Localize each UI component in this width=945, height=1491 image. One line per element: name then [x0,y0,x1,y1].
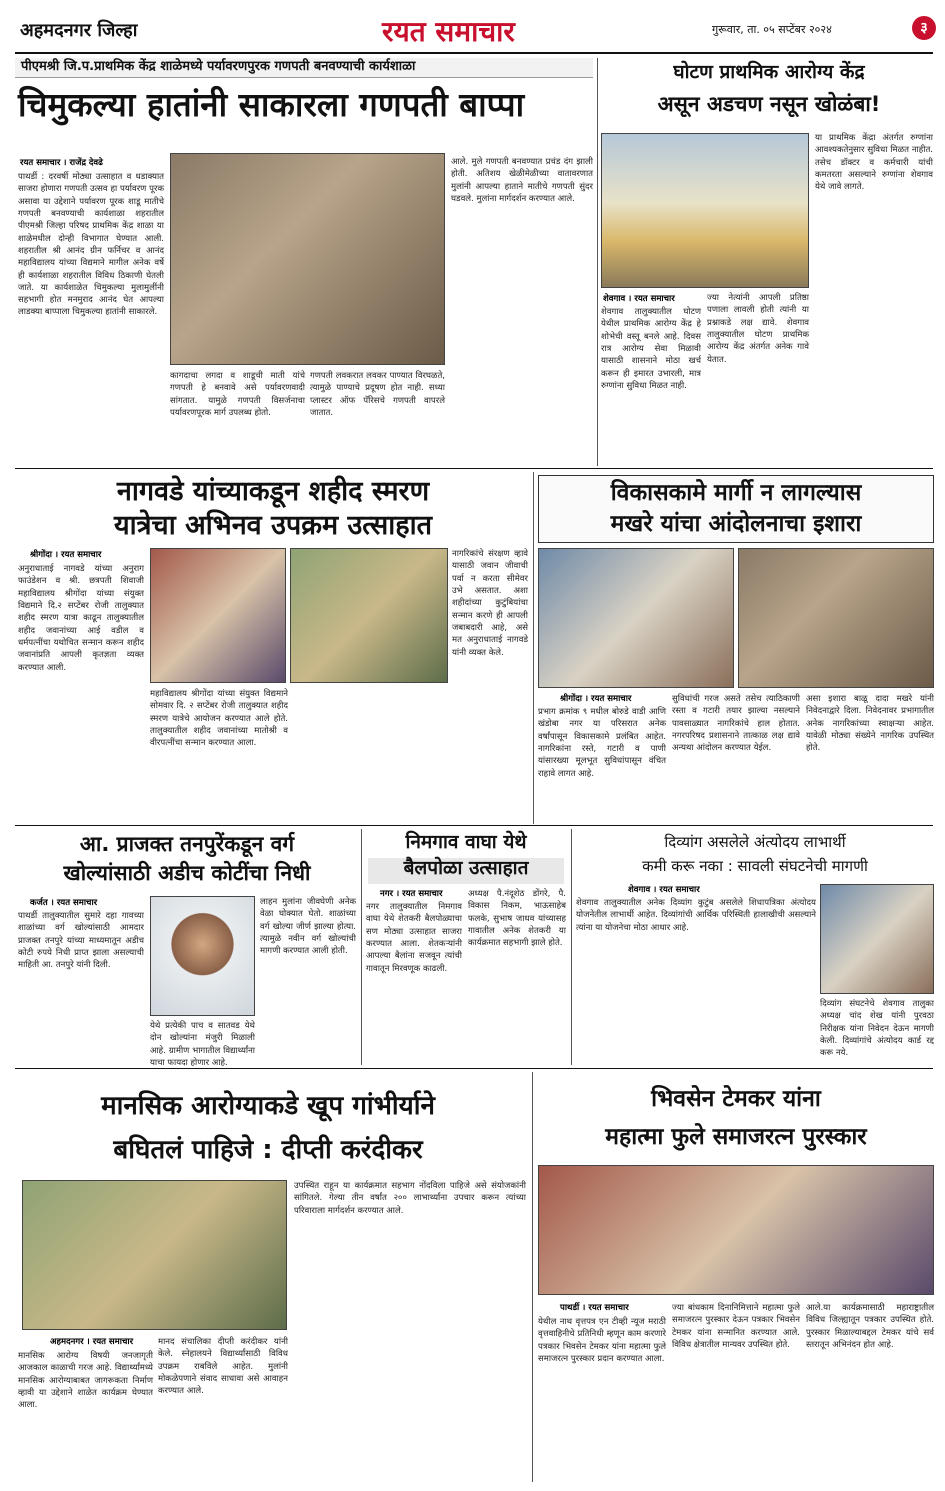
column-divider [571,829,572,1065]
story1-byline: रयत समाचार । राजेंद्र देवढे [20,158,103,168]
story5-headline-line2: खोल्यांसाठी अडीच कोटींचा निधी [63,861,311,885]
story1-column-2: कागदाचा लगदा व शाडूची माती यांचे गणपती हे बनवावे असे पर्यावरणवादी सांगतात. यामुळे गणपती विसर्जनाचा पर्यावरणपूरक मार्ग उपलब्ध होतो. [170,371,305,418]
story4-photo-2 [738,548,934,688]
story9-column-3: आले.या कार्यक्रमासाठी महाराष्ट्रातील विविध जिल्ह्यातून पत्रकार उपस्थित होते. पुरस्कार मिळाल्याबद्दल टेमकर यांचे सर्व स्तरातून अभिनंदन होत आहे. [806,1303,934,1350]
story4-column-1: प्रभाग क्रमांक ९ मधील बोरुडे वाडी आणि खंडोबा नगर या परिसरात अनेक वर्षांपासून विकासकामे प्रलंबित आहेत. नागरिकांना रस्ते, गटारी व पाणी यांसारख्या मूलभूत सुविधांपासून वंचित राहावे लागत आहे. [538,707,666,779]
story6-column-1: नगर तालुक्यातील निमगाव वाघा येथे शेतकरी बैलपोळ्याचा सण मोठ्या उत्साहात साजरा करण्यात आला. शेतकऱ्यांनी आपल्या बैलांना सजवून त्यांची गावातून मिरवणूक काढली. [366,902,462,974]
story7-column-2: दिव्यांग संघटनेचे शेवगाव तालुका अध्यक्ष चांद शेख यांनी पुरवठा निरीक्षक यांना निवेदन देऊन मागणी केली. दिव्यांगांचे अंत्योदय कार्ड रद्द करू नये. [820,999,934,1059]
column-divider [361,829,362,1065]
story5-photo-mla-portrait [150,896,255,1016]
story7-byline: शेवगाव । रयत समाचार [628,885,700,895]
story4-headline-line1: विकासकामे मार्गी न लागल्यास [610,480,862,506]
story1-photo-workshop [170,153,445,365]
story8-byline: अहमदनगर । रयत समाचार [50,1337,134,1347]
story2-byline: शेवगाव । रयत समाचार [603,294,675,304]
story1-column-4: आले. मुले गणपती बनवण्यात प्रचंड दंग झाली होती. अतिशय खेळीमेळीच्या वातावरणात मुलांनी आपल्या हाताने मातीचे गणपती सुंदर घडवले. मुलांना मार्गदर्शन करण्यात आले. [451,157,593,204]
story8-headline-line1: मानसिक आरोग्याकडे खूप गांभीर्याने [101,1091,435,1121]
story5-byline: कर्जत । रयत समाचार [30,898,98,908]
story1-headline: चिमुकल्या हातांनी साकारला गणपती बाप्पा [18,85,525,124]
story4-photo-1 [538,548,734,688]
section-rule [15,468,933,469]
column-divider [533,472,534,824]
story6-headline-line2: बैलपोळा उत्साहात [403,857,529,879]
story6-column-2: अध्यक्ष पै.नंदूशेठ डोंगरे, पै. विकास निकम, भाऊसाहेब फलके, सुभाष जाधव यांच्यासह गावातील अनेक शेतकरी या कार्यक्रमात सहभागी झाले होते. [468,889,566,949]
story3-headline-line2: यात्रेचा अभिनव उपक्रम उत्साहात [114,510,432,541]
story9-column-2: ज्या बांधकाम दिनानिमित्ताने महात्मा फुले समाजरत्न पुरस्कार देऊन पत्रकार भिवसेन टेमकर यांना सन्मानित करण्यात आले. विविध क्षेत्रातील मान्यवर उपस्थित होते. [672,1303,800,1350]
story1-kicker: पीएमश्री जि.प.प्राथमिक केंद्र शाळेमध्ये पर्यावरणपुरक गणपती बनवण्याची कार्यशाळा [21,59,416,74]
story7-headline-line2: कमी करू नका : सावली संघटनेची मागणी [642,857,868,875]
section-label: अहमदनगर जिल्हा [20,20,138,41]
story4-column-3: असा इशारा बाळू दादा मखरे यांनी निवेदनाद्वारे दिला. निवेदनावर प्रभागातील अनेक नागरिकांच्या स्वाक्षऱ्या आहेत. यावेळी मोठ्या संख्येने नागरिक उपस्थित होते. [806,694,934,754]
story6-headline-line1: निमगाव वाघा येथे [405,831,527,853]
header-rule [15,52,933,54]
story4-headline-line2: मखरे यांचा आंदोलनाचा इशारा [610,511,862,537]
column-divider [532,1072,533,1482]
story8-photo-school-event [22,1180,287,1330]
story1-kicker-bar [15,58,593,78]
story3-column-1: अनुराधाताई नागवडे यांच्या अनुराग फाउंडेशन व श्री. छत्रपती शिवाजी महाविद्यालय श्रीगोंदा यांच्या संयुक्त विद्यमाने दि.२ सप्टेंबर रोजी तालुक्यात शहीद स्मरण यात्रा काढून तालुक्यातील शहीद जवानांच्या आई वडील व धर्मपत्नींचा यथोचित सन्मान करून शहीद जवानांप्रति आपली कृतज्ञता व्यक्त करण्यात आली. [18,564,144,673]
story5-column-2: येथे प्रत्येकी पाच व सातवड येथे दोन खोल्यांना मंजुरी मिळाली आहे. ग्रामीण भागातील विद्यार्थ्यांना याचा फायदा होणार आहे. [150,1021,255,1068]
story9-column-1: येथील नाथ वृत्तपत्र एन टीव्ही न्यूज मराठी वृत्तवाहिनीचे प्रतिनिधी म्हणून काम करणारे पत्रकार भिवसेन टेमकर यांना महात्मा फुले समाजरत्न पुरस्कार प्रदान करण्यात आला. [538,1317,666,1364]
section-rule [15,1068,933,1069]
section-rule [15,825,933,826]
story2-column-1: शेवगाव तालुक्यातील घोटण येथील प्राथमिक आरोग्य केंद्र हे शोभेची वस्तू बनले आहे. दिवस रात्र आरोग्य सेवा मिळावी यासाठी शासनाने मोठा खर्च करून ही इमारत उभारली, मात्र रुग्णांना सुविधा मिळत नाही. [601,307,701,391]
story6-byline: नगर । रयत समाचार [380,889,443,899]
story5-column-3: लाहन मुलांना जीवघेणी अनेक वेळा घोक्यात घेतो. शाळांच्या वर्ग खोल्या जीर्ण झाल्या होत्या. त्यामुळे नवीन वर्ग खोल्यांची मागणी करण्यात आली होती. [260,897,356,957]
issue-date: गुरूवार, ता. ०५ सप्टेंबर २०२४ [712,23,832,36]
column-divider [597,58,598,466]
story9-byline: पाथर्डी । रयत समाचार [560,1303,629,1313]
story2-headline-line2: असून अडचण नसून खोळंबा! [657,92,881,116]
story7-column-1: शेवगाव तालुक्यातील अनेक दिव्यांग कुटुंब असलेले शिधापत्रिका अंत्योदय योजनेतील लाभार्थी आहेत. दिव्यांगांची आर्थिक परिस्थिती हालाखीची असल्याने त्यांना या योजनेचा मोठा आधार आहे. [576,898,816,933]
story2-column-2: ज्या नेत्यांनी आपली प्रतिष्ठा पणाला लावली होती त्यांनी या प्रश्नाकडे लक्ष द्यावे. शेवगाव तालुक्यातील घोटण प्राथमिक आरोग्य केंद्र अंतर्गत अनेक गावे येतात. [707,293,809,365]
story7-headline-line1: दिव्यांग असलेले अंत्योदय लाभार्थी [664,833,846,851]
story9-headline-line1: भिवसेन टेमकर यांना [651,1086,821,1112]
story3-headline-line1: नागवडे यांच्याकडून शहीद स्मरण [116,476,430,507]
story3-photo-1 [150,548,286,683]
story5-column-1: पाथर्डी तालुक्यातील सुमारे दहा गावच्या शाळांच्या वर्ग खोल्यांसाठी आमदार प्राजक्त तनपुरे यांच्या माध्यमातून अडीच कोटी रुपये निधी प्राप्त झाला असल्याची माहिती आ. तनपुरे यांनी दिली. [18,911,144,971]
story9-headline-line2: महात्मा फुले समाजरत्न पुरस्कार [605,1124,867,1150]
story4-column-2: सुविधांची गरज असते तसेच त्याठिकाणी रस्ता व गटारी तयार झाल्या नसल्याने पावसाळ्यात नागरिकांचे हाल होतात. नगरपरिषद प्रशासनाने तात्काळ लक्ष द्यावे अन्यथा आंदोलन करण्यात येईल. [672,694,800,754]
story4-byline: श्रीगोंदा । रयत समाचार [560,694,632,704]
story5-headline-line1: आ. प्राजक्त तनपुरेंकडून वर्ग [79,832,295,856]
story2-column-3: या प्राथमिक केंद्रा अंतर्गत रुग्णांना आवश्यकतेनुसार सुविधा मिळत नाहीत. तसेच डॉक्टर व कर्मचारी यांची कमतरता असल्याने रुग्णांना शेवगाव येथे जावे लागते. [815,133,933,193]
story1-column-1: पाथर्डी : दरवर्षी मोठ्या उत्साहात व धडाक्यात साजरा होणारा गणपती उत्सव हा पर्यावरण पूरक असावा या उद्देशाने पर्यावरण पूरक शाडू मातीचे गणपती बनवण्याची कार्यशाळा शहरातील पीएमश्री जिल्हा परिषद प्राथमिक केंद्र शाळा या शाळेमधील दोन्ही विभागात घेण्यात आली. शहरातील श्री आनंद ग्रीन फर्निचर व आनंद महाविद्यालय यांच्या विद्यमाने मागील अनेक वर्षे ही कार्यशाळा शहरातील विविध ठिकाणी घेतली जाते. या कार्यशाळेत चिमुकल्या मुलामुलींनी सहभागी होत मनमुराद आनंद घेत आपल्या लाडक्या बाप्पाला चिमुकल्या हातांनी साकारले. [18,172,164,318]
story9-photo-award-ceremony [538,1165,934,1295]
story1-column-3: गणपती लवकरात लवकर पाण्यात विरघळते, त्यामुळे पाण्याचे प्रदूषण होत नाही. सध्या प्लास्टर ऑफ पॅरिसचे गणपती वापरले जातात. [310,371,445,418]
story8-column-3: उपस्थित राहून या कार्यक्रमात सहभाग नोंदविला पाहिजे असे संयोजकांनी सांगितले. गेल्या तीन वर्षांत २०० लाभार्थ्यांना उपचार करून त्यांच्या परिवाराला मार्गदर्शन करण्यात आले. [294,1181,526,1216]
story2-photo-health-centre [601,133,809,288]
story3-column-3: नागरिकांचे संरक्षण व्हावे यासाठी जवान जीवाची पर्वा न करता सीमेवर उभे असतात. अशा शहीदांच्या कुटुंबियांचा सन्मान करणे ही आपली जबाबदारी आहे, असे मत अनुराधाताई नागवडे यांनी व्यक्त केले. [452,549,528,658]
story8-column-2: मानद संचालिका दीप्ती करंदीकर यांनी केले. स्नेहालयने विद्यार्थ्यांसाठी विविध उपक्रम राबविले आहेत. मुलांनी मोकळेपणाने संवाद साधावा असे आवाहन करण्यात आले. [158,1337,288,1397]
story3-photo-2 [290,548,448,683]
story3-byline: श्रीगोंदा । रयत समाचार [30,550,102,560]
page-number: ३ [912,16,936,40]
masthead-title: रयत समाचार [382,15,515,48]
story8-column-1: मानसिक आरोग्य विषयी जनजागृती आजकाल काळाची गरज आहे. विद्यार्थ्यांमध्ये मानसिक आरोग्याबाबत जागरूकता निर्माण व्हावी या उद्देशाने शाळेत कार्यक्रम घेण्यात आला. [18,1351,153,1411]
story7-photo [820,884,934,994]
story3-column-2: महाविद्यालय श्रीगोंदा यांच्या संयुक्त विद्यमाने सोमवार दि. २ सप्टेंबर रोजी तालुक्यात शहीद स्मरण यात्रेचे आयोजन करण्यात आले होते. तालुक्यातील शहीद जवानांच्या मातोश्री व वीरपत्नींचा सन्मान करण्यात आला. [150,689,288,749]
story2-headline-line1: घोटण प्राथमिक आरोग्य केंद्र [673,61,865,83]
story8-headline-line2: बघितलं पाहिजे : दीप्ती करंदीकर [113,1135,423,1165]
